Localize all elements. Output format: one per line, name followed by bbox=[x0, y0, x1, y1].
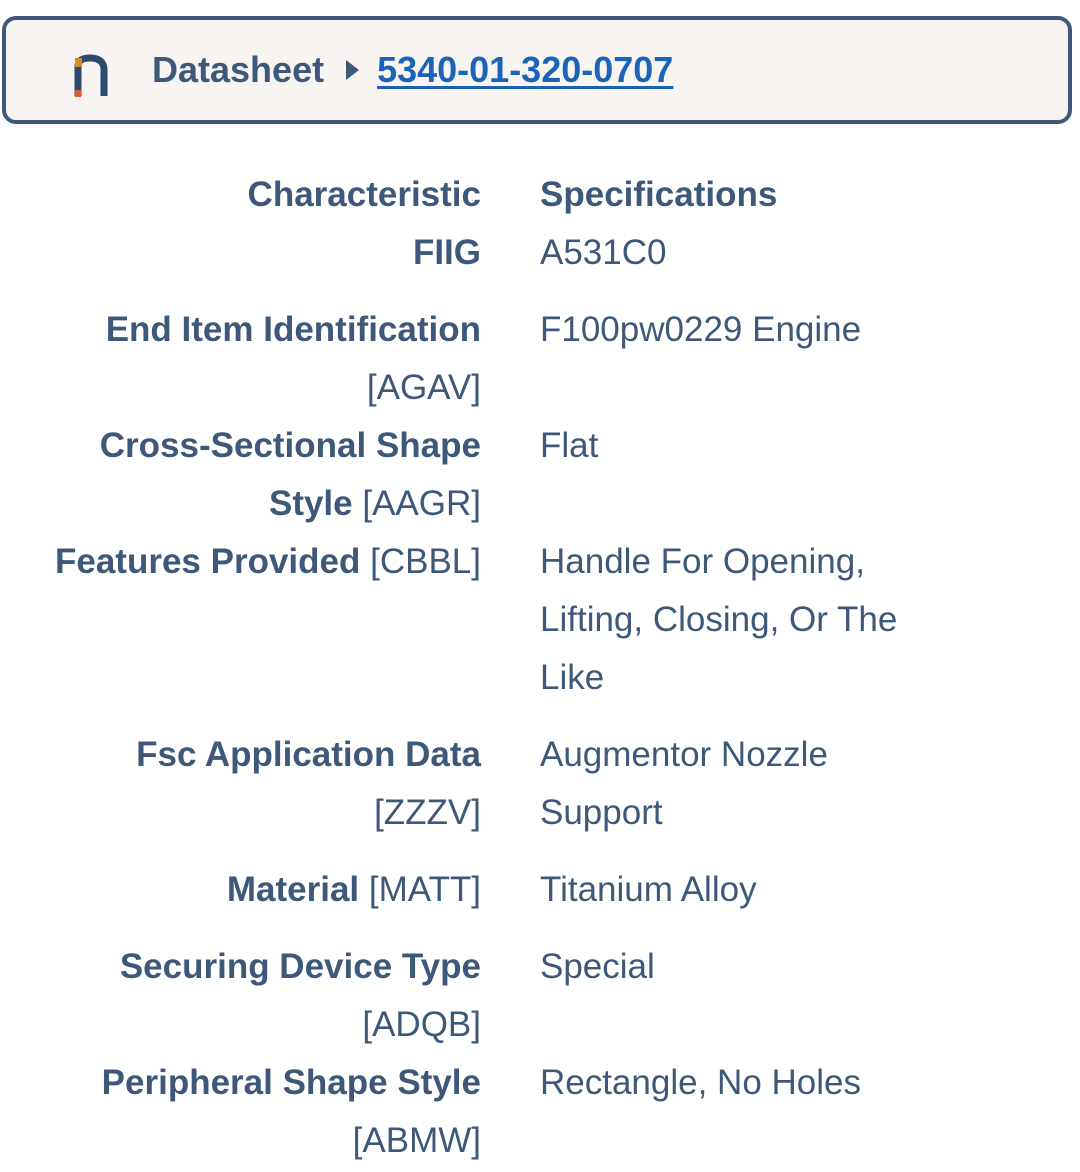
table-row bbox=[0, 726, 1080, 842]
spec-table bbox=[0, 166, 1080, 1170]
row-label-name: Features Provided bbox=[54, 542, 361, 581]
row-value: Flat bbox=[540, 426, 599, 465]
row-label-name: Securing Device Type bbox=[119, 947, 481, 986]
spec-table-header bbox=[0, 166, 1080, 224]
row-label-code: [AGAV] bbox=[366, 368, 481, 407]
breadcrumb-root[interactable]: Datasheet bbox=[152, 49, 325, 90]
table-row bbox=[0, 301, 1080, 417]
row-label bbox=[0, 726, 481, 842]
row-label-code: [AAGR] bbox=[362, 484, 481, 523]
n-logo-icon[interactable] bbox=[70, 52, 114, 100]
row-label bbox=[0, 224, 481, 282]
row-value: Special bbox=[540, 947, 655, 986]
row-label bbox=[0, 301, 481, 417]
row-label-name: Material bbox=[226, 870, 360, 909]
row-label-code: [MATT] bbox=[368, 870, 481, 909]
breadcrumb-nsn-link[interactable]: 5340-01-320-0707 bbox=[377, 49, 674, 90]
breadcrumb bbox=[152, 20, 673, 120]
table-row bbox=[0, 1054, 1080, 1170]
row-label bbox=[0, 938, 481, 1054]
row-label-name: End Item Identification bbox=[105, 310, 481, 349]
row-label-name: Fsc Application Data bbox=[136, 735, 481, 774]
col-characteristic: Characteristic bbox=[247, 175, 481, 214]
row-label-name: Peripheral Shape Style bbox=[101, 1063, 481, 1102]
row-label-code: [CBBL] bbox=[370, 542, 481, 581]
row-value: Rectangle, No Holes bbox=[540, 1063, 861, 1102]
table-row bbox=[0, 861, 1080, 919]
row-label-code: [ADQB] bbox=[362, 1005, 481, 1044]
table-row bbox=[0, 224, 1080, 282]
row-label-code: [ABMW] bbox=[352, 1121, 481, 1160]
table-row bbox=[0, 533, 1080, 707]
table-row bbox=[0, 938, 1080, 1054]
row-value: Handle For Opening, Lifting, Closing, Or The Like bbox=[540, 542, 898, 697]
row-label-name: FIIG bbox=[412, 233, 481, 272]
col-specifications: Specifications bbox=[540, 175, 778, 214]
row-label-name: Cross-Sectional Shape Style bbox=[99, 426, 481, 523]
datasheet-header bbox=[2, 16, 1072, 124]
triangle-right-icon bbox=[346, 60, 359, 80]
row-value: Titanium Alloy bbox=[540, 870, 757, 909]
row-value: A531C0 bbox=[540, 233, 667, 272]
row-label bbox=[0, 533, 481, 591]
row-label bbox=[0, 1054, 481, 1170]
table-row bbox=[0, 417, 1080, 533]
row-value: F100pw0229 Engine bbox=[540, 310, 862, 349]
row-value: Augmentor Nozzle Support bbox=[540, 735, 828, 832]
row-label bbox=[0, 417, 481, 533]
row-label-code: [ZZZV] bbox=[374, 793, 481, 832]
row-label bbox=[0, 861, 481, 919]
